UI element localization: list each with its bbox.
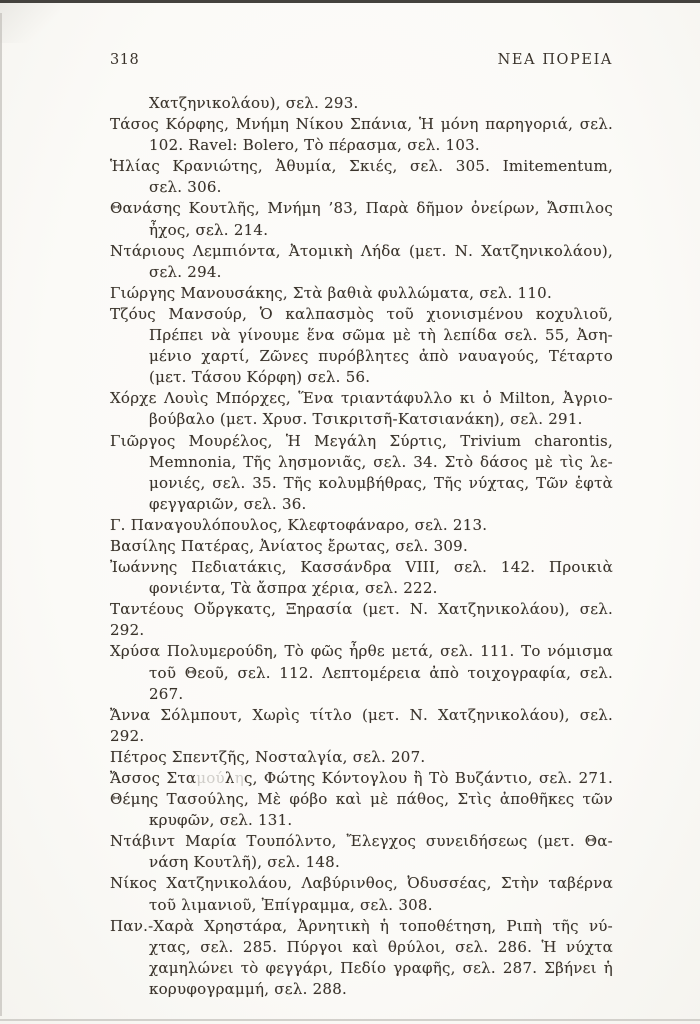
index-line: Γιῶργος Μουρέλος, Ἡ Μεγάλη Σύρτις, Trivium charontis, — [110, 431, 613, 450]
index-line: Ἰωάννης Πεδιατάκις, Κασσάνδρα VIII, σελ. 142. Προικιὰ — [110, 558, 613, 577]
index-line: βούβαλο (μετ. Χρυσ. Τσικριτσῆ-Κατσιανάκη), σελ. 291. — [149, 410, 583, 429]
scan-shading — [0, 3, 60, 43]
index-line: τοῦ Θεοῦ, σελ. 112. Λεπτομέρεια ἀπὸ τοιχογραφία, σελ. 267. — [149, 663, 613, 703]
index-entry — [110, 515, 613, 536]
index-entry — [110, 916, 613, 1000]
index-line: Θέμης Τασούλης, Μὲ φόβο καὶ μὲ πάθος, Στὶς ἀποθῆκες τῶν — [110, 790, 613, 809]
index-entry — [110, 93, 613, 114]
index-line: σελ. 306. — [149, 178, 222, 197]
index-list — [110, 93, 613, 1000]
index-line: χτας, σελ. 285. Πύργοι καὶ θρύλοι, σελ. 286. Ἡ νύχτα — [149, 937, 613, 956]
index-line: κρυφῶν, σελ. 131. — [149, 811, 293, 830]
index-line: Memnonia, Τῆς λησμονιᾶς, σελ. 34. Στὸ δάσος μὲ τὶς λε- — [149, 452, 613, 471]
index-entry — [110, 705, 613, 747]
index-line: Θανάσης Κουτλῆς, Μνήμη ’83, Παρὰ δῆμον ὀνείρων, Ἄσπιλος — [110, 199, 613, 218]
scan-edge-bottom-line — [0, 1019, 700, 1021]
index-line: Χατζηνικολάου), σελ. 293. — [149, 94, 359, 112]
index-line-segment: ς, Φώτης Κόντογλου ἢ Τὸ Βυζάντιο, σελ. 271. — [243, 769, 613, 787]
index-entry — [110, 831, 613, 873]
index-entry — [110, 536, 613, 557]
index-line: Ἄννα Σόλμπουτ, Χωρὶς τίτλο (μετ. Ν. Χατζηνικολάου), σελ. 292. — [110, 705, 613, 745]
index-entry — [110, 599, 613, 641]
page-number: 318 — [110, 52, 140, 68]
index-entry — [110, 557, 613, 599]
index-entry — [110, 283, 613, 304]
index-line: χαμηλώνει τὸ φεγγάρι, Πεδίο γραφῆς, σελ. 287. Σβήνει ἡ — [149, 958, 613, 977]
index-line: Παν.-Χαρὰ Χρηστάρα, Ἀρνητικὴ ἡ τοποθέτηση, Ριπὴ τῆς νύ- — [110, 916, 613, 935]
journal-title: ΝΕΑ ΠΟΡΕΙΑ — [497, 52, 613, 68]
index-line: Ντάριους Λεμπιόντα, Ἀτομικὴ Λήδα (μετ. Ν. Χατζηνικολάου), — [110, 241, 613, 260]
scan-edge-left-line — [0, 13, 2, 1016]
index-line: Πρέπει νὰ γίνουμε ἕνα σῶμα μὲ τὴ λεπίδα σελ. 55, Ἀση- — [149, 326, 613, 345]
index-entry — [110, 768, 613, 789]
index-entry — [110, 747, 613, 768]
index-line: (μετ. Τάσου Κόρφη) σελ. 56. — [149, 368, 371, 387]
index-line: Βασίλης Πατέρας, Ἀνίατος ἔρωτας, σελ. 309. — [110, 536, 468, 555]
text-block — [110, 52, 613, 1000]
index-line: τοῦ λιμανιοῦ, Ἐπίγραμμα, σελ. 308. — [149, 895, 433, 914]
index-line-segment: Ἄσσος Στα — [110, 769, 197, 787]
index-line: 102. Ravel: Bolero, Τὸ πέρασμα, σελ. 103. — [149, 136, 480, 155]
index-line: Ντάβιντ Μαρία Τουπόλντο, Ἔλεγχος συνειδήσεως (μετ. Θα- — [110, 832, 613, 851]
index-line: νάση Κουτλῆ), σελ. 148. — [149, 853, 340, 872]
index-line: κορυφογραμμή, σελ. 288. — [149, 979, 348, 998]
index-entry — [110, 641, 613, 704]
index-entry — [110, 198, 613, 240]
index-line: Πέτρος Σπεντζῆς, Νοσταλγία, σελ. 207. — [110, 747, 426, 766]
scan-edge-top-line — [0, 0, 700, 3]
index-entry — [110, 789, 613, 831]
index-line: Γιώργης Μανουσάκης, Στὰ βαθιὰ φυλλώματα, σελ. 110. — [110, 283, 552, 302]
index-line-segment: λ — [224, 769, 235, 787]
index-entry — [110, 241, 613, 283]
index-entry — [110, 431, 613, 515]
index-line: Τζόυς Μανσούρ, Ὁ καλπασμὸς τοῦ χιονισμένου κοχυλιοῦ, — [110, 304, 613, 323]
index-entry — [110, 114, 613, 156]
index-line: Ἡλίας Κρανιώτης, Ἀθυμία, Σκιές, σελ. 305. Imitementum, — [110, 157, 613, 176]
index-line: φεγγαριῶν, σελ. 36. — [149, 494, 307, 513]
index-line-segment: μού — [196, 769, 225, 787]
index-line: Χόρχε Λουὶς Μπόρχες, Ἕνα τριαντάφυλλο κι ὁ Milton, Ἀγριο- — [110, 389, 613, 408]
index-entry — [110, 873, 613, 915]
index-entry — [110, 304, 613, 388]
index-line: Ταντέους Οὔργκατς, Ξηρασία (μετ. Ν. Χατζηνικολάου), σελ. 292. — [110, 600, 613, 640]
index-line — [110, 768, 613, 789]
index-line-segment: η — [234, 769, 244, 787]
index-line: ἦχος, σελ. 214. — [149, 220, 269, 239]
index-entry — [110, 388, 613, 430]
index-line: Γ. Παναγουλόπουλος, Κλεφτοφάναρο, σελ. 213. — [110, 515, 488, 534]
index-line: φονιέντα, Τὰ ἄσπρα χέρια, σελ. 222. — [149, 579, 438, 598]
index-line: μονιές, σελ. 35. Τῆς κολυμβήθρας, Τῆς νύχτας, Τῶν ἑφτὰ — [149, 473, 613, 492]
index-entry — [110, 156, 613, 198]
index-line: μένιο χαρτί, Ζῶνες πυρόβλητες ἀπὸ ναυαγούς, Τέταρτο — [149, 347, 613, 366]
index-line: Χρύσα Πολυμερούδη, Τὸ φῶς ἦρθε μετά, σελ. 111. Το νόμισμα — [110, 642, 613, 661]
index-line: Τάσος Κόρφης, Μνήμη Νίκου Σπάνια, Ἡ μόνη παρηγοριά, σελ. — [110, 115, 613, 134]
index-line: Νίκος Χατζηνικολάου, Λαβύρινθος, Ὀδυσσέας, Στὴν ταβέρνα — [110, 874, 613, 893]
running-header — [110, 52, 613, 69]
index-line: σελ. 294. — [149, 262, 222, 281]
